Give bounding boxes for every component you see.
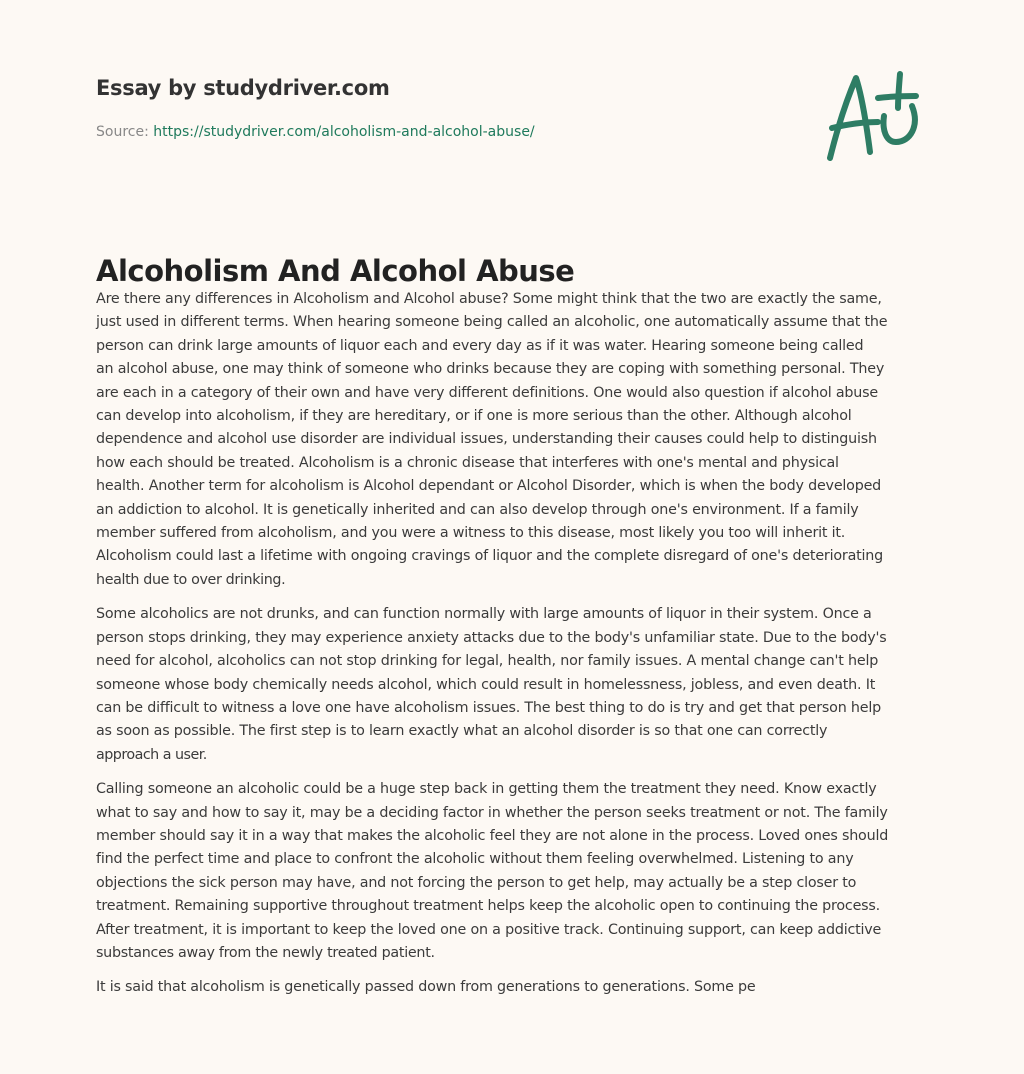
paragraph-line: someone whose body chemically needs alcohol, which could result in homelessness, jobless, and even death. It bbox=[96, 676, 876, 693]
paragraph-line: health. Another term for alcoholism is Alcohol dependant or Alcohol Disorder, which is when the body developed bbox=[96, 478, 882, 495]
paragraph-line: an addiction to alcohol. It is genetically inherited and can also develop through one's environment. If a family bbox=[96, 501, 859, 518]
paragraph-line: approach a user. bbox=[96, 746, 207, 763]
paragraph-line: find the perfect time and place to confront the alcoholic without them feeling overwhelmed. Listening to any bbox=[96, 851, 854, 868]
paragraph-line: member suffered from alcoholism, and you were a witness to this disease, most likely you too will inherit it. bbox=[96, 525, 846, 542]
article-paragraph bbox=[96, 976, 936, 999]
paragraph-line: Alcoholism could last a lifetime with ongoing cravings of liquor and the complete disregard of one's deteriorating bbox=[96, 548, 884, 565]
paragraph-line: objections the sick person may have, and not forcing the person to get help, may actually be a step closer to bbox=[96, 874, 857, 891]
brand-title: Essay by studydriver.com bbox=[96, 76, 390, 100]
paragraph-line: an alcohol abuse, one may think of someone who drinks because they are coping with something personal. They bbox=[96, 361, 885, 378]
paragraph-line: substances away from the newly treated patient. bbox=[96, 944, 435, 961]
article-paragraph bbox=[96, 778, 936, 965]
paragraph-line: can develop into alcoholism, if they are hereditary, or if one is more serious than the other. Although alcohol bbox=[96, 408, 852, 425]
a-plus-logo-icon bbox=[820, 66, 930, 166]
paragraph-line: person can drink large amounts of liquor each and every day as if it was water. Hearing someone being called bbox=[96, 337, 864, 354]
article-title: Alcoholism And Alcohol Abuse bbox=[96, 254, 575, 288]
paragraph-line: person stops drinking, they may experience anxiety attacks due to the body's unfamiliar state. Due to the body's bbox=[96, 629, 887, 646]
paragraph-line: how each should be treated. Alcoholism is a chronic disease that interferes with one's mental and physical bbox=[96, 454, 839, 471]
source-link[interactable]: https://studydriver.com/alcoholism-and-alcohol-abuse/ bbox=[153, 124, 535, 140]
article-body bbox=[96, 288, 936, 1011]
paragraph-line: Calling someone an alcoholic could be a huge step back in getting them the treatment they need. Know exactly bbox=[96, 781, 877, 798]
paragraph-line: need for alcohol, alcoholics can not stop drinking for legal, health, nor family issues. A mental change can't help bbox=[96, 653, 879, 670]
article-paragraph bbox=[96, 603, 936, 767]
paragraph-line: can be difficult to witness a love one have alcoholism issues. The best thing to do is try and get that person help bbox=[96, 699, 882, 716]
paragraph-line: Some alcoholics are not drunks, and can function normally with large amounts of liquor in their system. Once a bbox=[96, 606, 872, 623]
article-paragraph bbox=[96, 288, 936, 592]
paragraph-line: After treatment, it is important to keep the loved one on a positive track. Continuing support, can keep addictive bbox=[96, 921, 882, 938]
paragraph-line: member should say it in a way that makes the alcoholic feel they are not alone in the process. Loved ones should bbox=[96, 827, 889, 844]
paragraph-line: just used in different terms. When hearing someone being called an alcoholic, one automatically assume that the bbox=[96, 314, 888, 331]
paragraph-line: as soon as possible. The first step is to learn exactly what an alcohol disorder is so that one can correctly bbox=[96, 723, 828, 740]
paragraph-line: what to say and how to say it, may be a deciding factor in whether the person seeks treatment or not. The family bbox=[96, 804, 888, 821]
source-label: Source: bbox=[96, 124, 149, 140]
paragraph-line: dependence and alcohol use disorder are individual issues, understanding their causes could help to distinguish bbox=[96, 431, 877, 448]
paragraph-line: are each in a category of their own and have very different definitions. One would also question if alcohol abuse bbox=[96, 384, 878, 401]
paragraph-line: Are there any differences in Alcoholism and Alcohol abuse? Some might think that the two are exactly the same, bbox=[96, 291, 882, 307]
paragraph-line: health due to over drinking. bbox=[96, 571, 286, 588]
paragraph-line: treatment. Remaining supportive throughout treatment helps keep the alcoholic open to continuing the process. bbox=[96, 898, 881, 915]
paragraph-line: It is said that alcoholism is genetically passed down from generations to generations. Some pe bbox=[96, 979, 756, 996]
source-line bbox=[96, 124, 535, 140]
